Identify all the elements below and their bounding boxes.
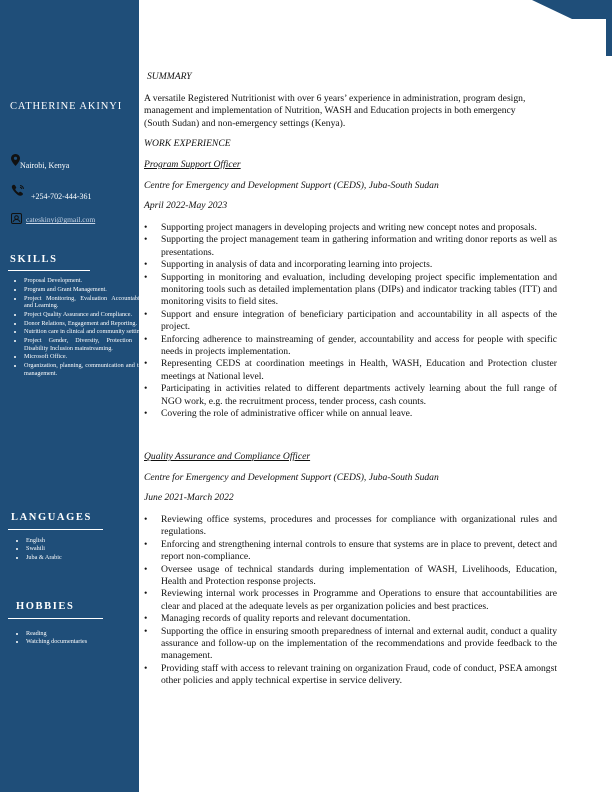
phone-icon [11,184,25,198]
skill-item: • Program and Grant Management. [24,286,148,293]
job-duties-list [144,222,557,421]
language-item: • English [26,537,62,545]
duty-item: • Support and ensure integration of beneficiary participation and accountability in all aspects of the project. [161,309,557,334]
email-row [11,213,96,226]
summary-heading: SUMMARY [147,71,192,82]
skills-list [6,277,148,378]
duty-item: • Supporting project managers in developing projects and writing new concept notes and proposals. [161,222,557,234]
job-organization: Centre for Emergency and Development Support (CEDS), Juba-South Sudan [144,472,439,483]
duty-item: • Managing records of quality reports and relevant documentation. [161,613,557,625]
job-organization: Centre for Emergency and Development Support (CEDS), Juba-South Sudan [144,180,439,191]
skill-item: • Microsoft Office. [24,353,148,360]
language-item: • Juba & Arabic [26,554,62,562]
duty-item: • Enforcing adherence to mainstreaming of gender, accountability and access for people with specific needs in projects implementation. [161,334,557,359]
languages-list [8,537,62,562]
work-experience-heading: WORK EXPERIENCE [144,138,231,149]
corner-decoration [532,0,612,56]
summary-text: A versatile Registered Nutritionist with over 6 years’ experience in administration, program design, management and implementation of Nutrition, WASH and Education projects in both emergency (South Sudan) and non-emergency settings (Kenya). [144,93,526,129]
email-icon [11,213,22,226]
email-link[interactable]: cateskinyi@gmail.com [26,215,96,225]
duty-item: • Representing CEDS at coordination meetings in Health, WASH, Education and Protection cluster meetings at National level. [161,358,557,383]
duty-item: • Covering the role of administrative officer while on annual leave. [161,408,557,420]
languages-divider [8,529,103,530]
duty-item: • Participating in activities related to different departments actively learning about the full range of NGO work, e.g. the recruitment process, tender process, cash counts. [161,383,557,408]
skills-heading: SKILLS [10,254,58,265]
job-dates: April 2022-May 2023 [144,200,228,211]
language-item: • Swahili [26,545,62,553]
sidebar [0,0,148,792]
skill-item: • Nutrition care in clinical and community setting. [24,328,148,335]
duty-item: • Supporting the office in ensuring smooth preparedness of internal and external audit, conduct a quality assurance and follow-up on the implementation of the recommendations and provide feedback to the management. [161,626,557,663]
hobbies-heading: HOBBIES [16,601,75,612]
duty-item: • Reviewing internal work processes in Programme and Operations to ensure that accountabilities are clear and placed at the adequate levels as per organization policies and best practices. [161,588,557,613]
duty-item: • Providing staff with access to relevant training on organization Fraud, code of conduct, PSEA amongst other policies and apply technical expertise in service delivery. [161,663,557,688]
duty-item: • Reviewing office systems, procedures and processes for compliance with organizational rules and regulations. [161,514,557,539]
location-pin-icon [11,154,20,168]
skill-item: • Project Quality Assurance and Compliance. [24,311,148,318]
duty-item: • Oversee usage of technical standards during implementation of WASH, Livelihoods, Education, Health and Protection response projects. [161,564,557,589]
hobby-item: • Reading [26,630,87,638]
hobbies-divider [8,618,103,619]
hobby-item: • Watching documentaries [26,638,87,646]
duty-item: • Enforcing and strengthening internal controls to ensure that systems are in place to prevent, detect and report non-compliance. [161,539,557,564]
skills-divider [8,270,90,271]
languages-heading: LANGUAGES [11,512,92,523]
skill-item: • Project Monitoring, Evaluation Accountability and Learning. [24,295,148,310]
location-text: Nairobi, Kenya [20,160,70,170]
job-duties-list [144,514,557,688]
duty-item: • Supporting the project management team in gathering information and writing donor reports as well as presentations. [161,234,557,259]
hobbies-list [8,630,87,647]
job-title: Quality Assurance and Compliance Officer [144,451,311,462]
location-row [11,154,71,168]
phone-text: +254-702-444-361 [31,191,92,201]
job-title: Program Support Officer [144,159,241,170]
skill-item: • Proposal Development. [24,277,148,284]
duty-item: • Supporting in analysis of data and incorporating learning into projects. [161,259,557,271]
duty-item: • Supporting in monitoring and evaluation, including developing project specific implementation and monitoring tools such as detailed implementation plans (DIPs) and indicator tracking tables (ITT) and monitoring visits to field sites. [161,272,557,309]
phone-row [11,184,92,201]
skill-item: • Organization, planning, communication and time management. [24,362,148,377]
skill-item: • Donor Relations, Engagement and Reporting. [24,320,148,327]
skill-item: • Project Gender, Diversity, Protection and Disability Inclusion mainstreaming. [24,337,148,352]
candidate-name: CATHERINE AKINYI [10,101,123,112]
job-dates: June 2021-March 2022 [144,492,234,503]
